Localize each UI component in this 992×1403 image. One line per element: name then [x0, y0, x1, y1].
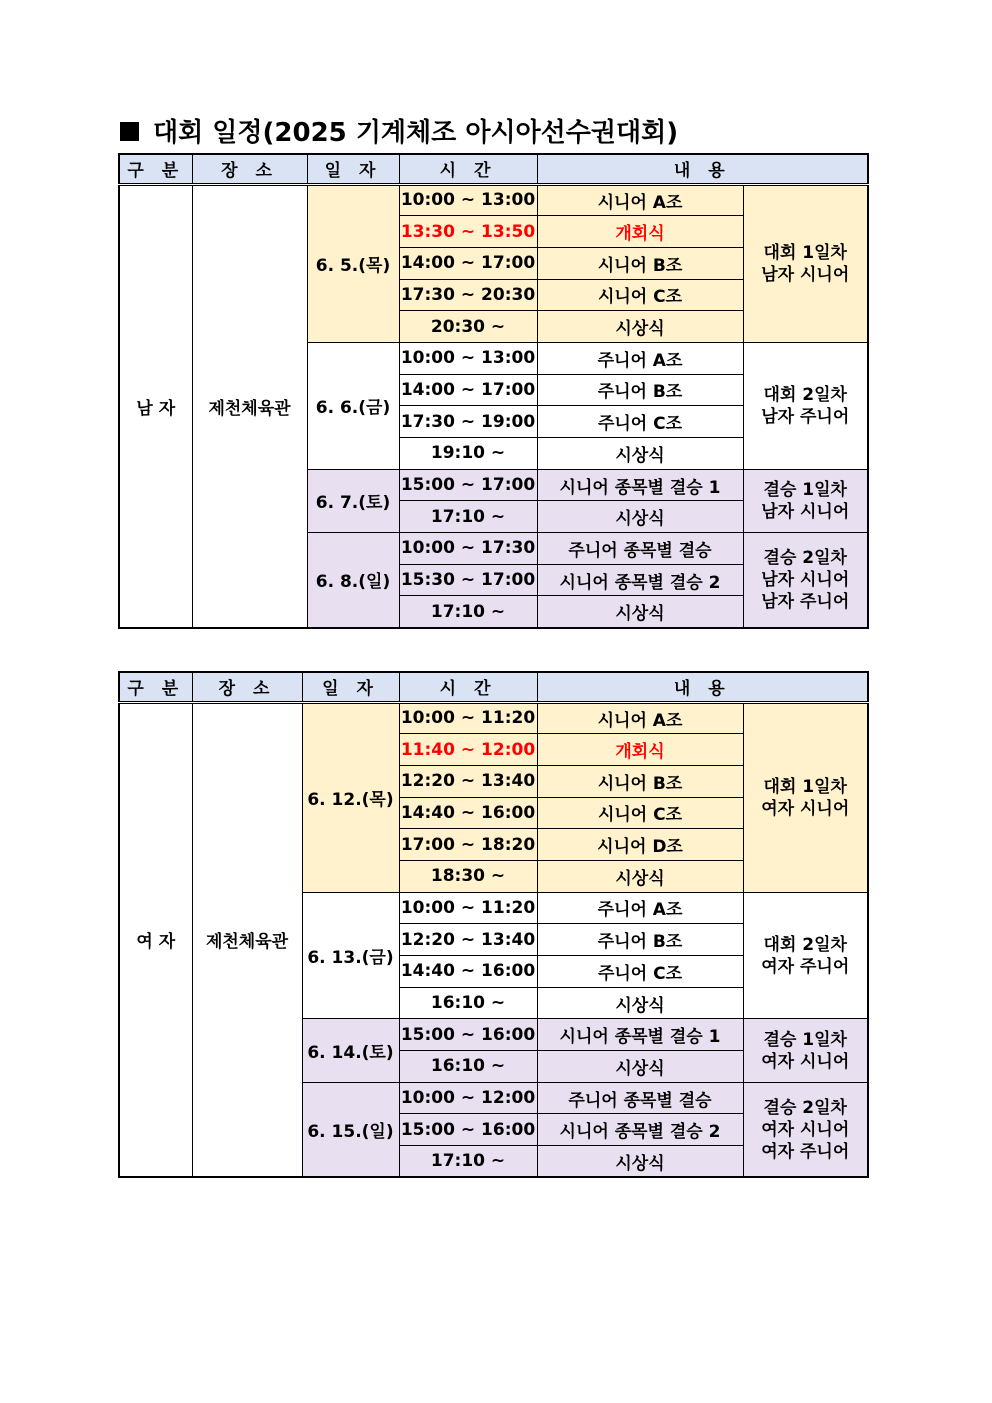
date-cell: 6. 6.(금)	[307, 342, 399, 469]
memo-line: 결승 2일차	[763, 1097, 847, 1118]
time-cell: 13:30 ~ 13:50	[399, 216, 537, 248]
table-row	[119, 702, 868, 734]
memo-cell	[743, 892, 868, 1019]
time-cell: 15:00 ~ 16:00	[399, 1019, 537, 1051]
date-cell: 6. 14.(토)	[302, 1019, 399, 1082]
content-cell: 시니어 A조	[537, 702, 743, 734]
time-cell: 12:20 ~ 13:40	[399, 765, 537, 797]
memo-line: 남자 주니어	[761, 591, 850, 612]
time-cell: 17:30 ~ 20:30	[399, 279, 537, 311]
time-cell: 19:10 ~	[399, 438, 537, 470]
content-cell: 주니어 A조	[537, 892, 743, 924]
header-time: 시 간	[399, 672, 537, 702]
content-cell: 주니어 C조	[537, 956, 743, 988]
time-cell: 17:10 ~	[399, 1146, 537, 1178]
content-cell: 주니어 B조	[537, 924, 743, 956]
header-division: 구 분	[119, 672, 192, 702]
header-division: 구 분	[119, 154, 192, 184]
memo-line: 결승 1일차	[763, 479, 847, 500]
content-cell: 시니어 종목별 결승 2	[537, 564, 743, 596]
memo-line: 대회 1일차	[763, 242, 847, 263]
division-cell: 여 자	[119, 702, 192, 1177]
time-cell: 14:40 ~ 16:00	[399, 797, 537, 829]
time-cell: 15:00 ~ 16:00	[399, 1114, 537, 1146]
date-cell: 6. 13.(금)	[302, 892, 399, 1019]
venue-cell: 제천체육관	[192, 184, 307, 628]
memo-line: 여자 주니어	[761, 1141, 850, 1162]
memo-cell	[743, 1082, 868, 1177]
content-cell: 주니어 A조	[537, 342, 743, 374]
content-cell: 주니어 종목별 결승	[537, 533, 743, 565]
content-cell: 시니어 종목별 결승 1	[537, 469, 743, 501]
memo-line: 결승 2일차	[763, 547, 847, 568]
content-cell: 시니어 D조	[537, 829, 743, 861]
header-content: 내 용	[537, 154, 868, 184]
square-bullet-icon	[120, 122, 139, 141]
time-cell: 14:00 ~ 17:00	[399, 247, 537, 279]
time-cell: 17:10 ~	[399, 596, 537, 628]
header-content: 내 용	[537, 672, 868, 702]
date-cell: 6. 7.(토)	[307, 469, 399, 532]
content-cell: 시니어 B조	[537, 765, 743, 797]
time-cell: 18:30 ~	[399, 860, 537, 892]
time-cell: 10:00 ~ 13:00	[399, 184, 537, 216]
content-cell: 시상식	[537, 1146, 743, 1178]
content-cell: 시니어 B조	[537, 247, 743, 279]
memo-line: 남자 시니어	[761, 501, 850, 522]
time-cell: 16:10 ~	[399, 987, 537, 1019]
time-cell: 10:00 ~ 17:30	[399, 533, 537, 565]
date-cell: 6. 12.(목)	[302, 702, 399, 892]
content-cell: 시상식	[537, 501, 743, 533]
content-cell: 시니어 종목별 결승 2	[537, 1114, 743, 1146]
memo-line: 대회 2일차	[763, 384, 847, 405]
content-cell: 개회식	[537, 734, 743, 766]
page-title-text: 대회 일정(2025 기계체조 아시아선수권대회)	[153, 118, 679, 148]
date-cell: 6. 8.(일)	[307, 533, 399, 628]
content-cell: 시니어 C조	[537, 797, 743, 829]
time-cell: 17:00 ~ 18:20	[399, 829, 537, 861]
content-cell: 시상식	[537, 311, 743, 343]
memo-line: 남자 시니어	[761, 264, 850, 285]
memo-line: 대회 1일차	[763, 776, 847, 797]
time-cell: 20:30 ~	[399, 311, 537, 343]
header-date: 일 자	[307, 154, 399, 184]
memo-cell	[743, 342, 868, 469]
content-cell: 개회식	[537, 216, 743, 248]
memo-line: 남자 시니어	[761, 569, 850, 590]
content-cell: 시상식	[537, 596, 743, 628]
content-cell: 시니어 종목별 결승 1	[537, 1019, 743, 1051]
page-title	[120, 112, 678, 149]
content-cell: 시상식	[537, 438, 743, 470]
time-cell: 11:40 ~ 12:00	[399, 734, 537, 766]
content-cell: 주니어 B조	[537, 374, 743, 406]
table-header-row	[119, 672, 868, 702]
content-cell: 주니어 종목별 결승	[537, 1082, 743, 1114]
time-cell: 10:00 ~ 12:00	[399, 1082, 537, 1114]
header-venue: 장 소	[192, 154, 307, 184]
division-cell: 남 자	[119, 184, 192, 628]
header-venue: 장 소	[192, 672, 302, 702]
women-schedule-table	[118, 671, 869, 1178]
memo-line: 남자 주니어	[761, 406, 850, 427]
table-row	[119, 184, 868, 216]
time-cell: 10:00 ~ 13:00	[399, 342, 537, 374]
memo-cell	[743, 469, 868, 532]
content-cell: 시니어 C조	[537, 279, 743, 311]
time-cell: 12:20 ~ 13:40	[399, 924, 537, 956]
time-cell: 14:40 ~ 16:00	[399, 956, 537, 988]
table-header-row	[119, 154, 868, 184]
memo-cell	[743, 1019, 868, 1082]
time-cell: 17:30 ~ 19:00	[399, 406, 537, 438]
time-cell: 10:00 ~ 11:20	[399, 702, 537, 734]
memo-cell	[743, 184, 868, 342]
time-cell: 10:00 ~ 11:20	[399, 892, 537, 924]
memo-line: 대회 2일차	[763, 934, 847, 955]
date-cell: 6. 15.(일)	[302, 1082, 399, 1177]
memo-line: 여자 시니어	[761, 1051, 850, 1072]
content-cell: 주니어 C조	[537, 406, 743, 438]
content-cell: 시상식	[537, 987, 743, 1019]
time-cell: 15:30 ~ 17:00	[399, 564, 537, 596]
memo-line: 여자 주니어	[761, 956, 850, 977]
header-time: 시 간	[399, 154, 537, 184]
memo-cell	[743, 533, 868, 628]
time-cell: 17:10 ~	[399, 501, 537, 533]
venue-cell: 제천체육관	[192, 702, 302, 1177]
content-cell: 시상식	[537, 1051, 743, 1083]
time-cell: 16:10 ~	[399, 1051, 537, 1083]
time-cell: 14:00 ~ 17:00	[399, 374, 537, 406]
memo-line: 여자 시니어	[761, 798, 850, 819]
memo-line: 결승 1일차	[763, 1029, 847, 1050]
date-cell: 6. 5.(목)	[307, 184, 399, 342]
men-schedule-table	[118, 153, 869, 629]
header-date: 일 자	[302, 672, 399, 702]
content-cell: 시상식	[537, 860, 743, 892]
time-cell: 15:00 ~ 17:00	[399, 469, 537, 501]
memo-line: 여자 시니어	[761, 1119, 850, 1140]
content-cell: 시니어 A조	[537, 184, 743, 216]
memo-cell	[743, 702, 868, 892]
